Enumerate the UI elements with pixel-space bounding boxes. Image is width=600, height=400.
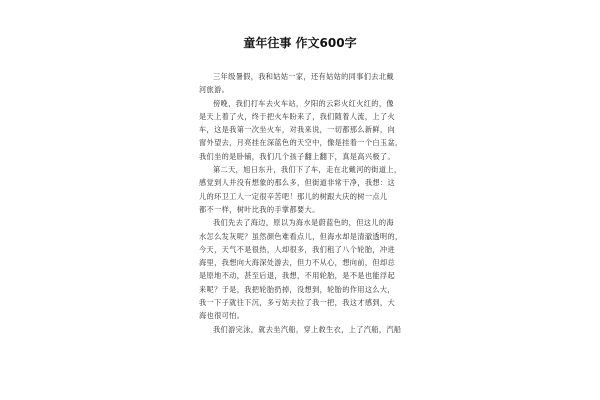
essay-line: 水怎么发灰呢？虽然颜色难看点儿，但海水却是清澈透明的，	[199, 231, 403, 241]
essay-line: 我们坐的是卧铺，我们几个孩子翻上翻下，真是高兴极了。	[199, 151, 395, 161]
essay-line: 是天上着了火，终于把火车盼来了，我们随着人流，上了火	[199, 111, 395, 121]
essay-line: 窗外望去，月亮挂在深蓝色的天空中，像是挂着一个白玉盆，	[199, 138, 403, 148]
essay-line: 儿的环卫工人一定很辛苦吧！那儿的树跟大庆的树一点儿	[199, 191, 388, 201]
essay-line: 都不一样，树叶比我的手掌都要大。	[199, 204, 320, 214]
essay-line: 是原地不动，甚至后退，我想，不用轮胎，是不是也能浮起	[199, 271, 395, 281]
essay-line: 第二天，旭日东升，我们下了车，走在北戴河的街道上，	[213, 165, 402, 175]
essay-line: 我一下子就往下沉，多亏姑夫拉了我一把，我这才感到，大	[199, 298, 395, 308]
essay-line: 车，这是我第一次坐火车，对我来说，一切都那么新鲜，向	[199, 125, 395, 135]
essay-line: 河旅游。	[199, 85, 230, 95]
essay-line: 海也很可怕。	[199, 311, 245, 321]
document-title: 童年往事 作文600字	[243, 36, 357, 50]
essay-line: 海里，我想向大海深处游去，但力不从心，想向前，但却总	[199, 258, 395, 268]
essay-body	[199, 70, 414, 336]
essay-line: 今天，天气不是很热，人却很多，我们租了八个轮胎，冲进	[199, 244, 395, 254]
essay-line: 感觉到人并没有想象的那么多，但街道非常干净，我想：这	[199, 178, 395, 188]
essay-line: 傍晚，我们打车去火车站，夕阳的云彩火红火红的，像	[213, 98, 394, 108]
essay-line: 我们游完泳，就去坐汽船，穿上救生衣，上了汽船，汽船	[213, 324, 402, 334]
essay-line: 三年级暑假，我和姑姑一家，还有姑姑的同事们去北戴	[213, 72, 394, 81]
essay-line: 来呢？于是，我把轮胎扔掉，没想到，轮胎的作用这么大，	[199, 284, 395, 294]
essay-line: 我们先去了海边，原以为海水是蔚蓝色的，但这儿的海	[213, 218, 394, 228]
